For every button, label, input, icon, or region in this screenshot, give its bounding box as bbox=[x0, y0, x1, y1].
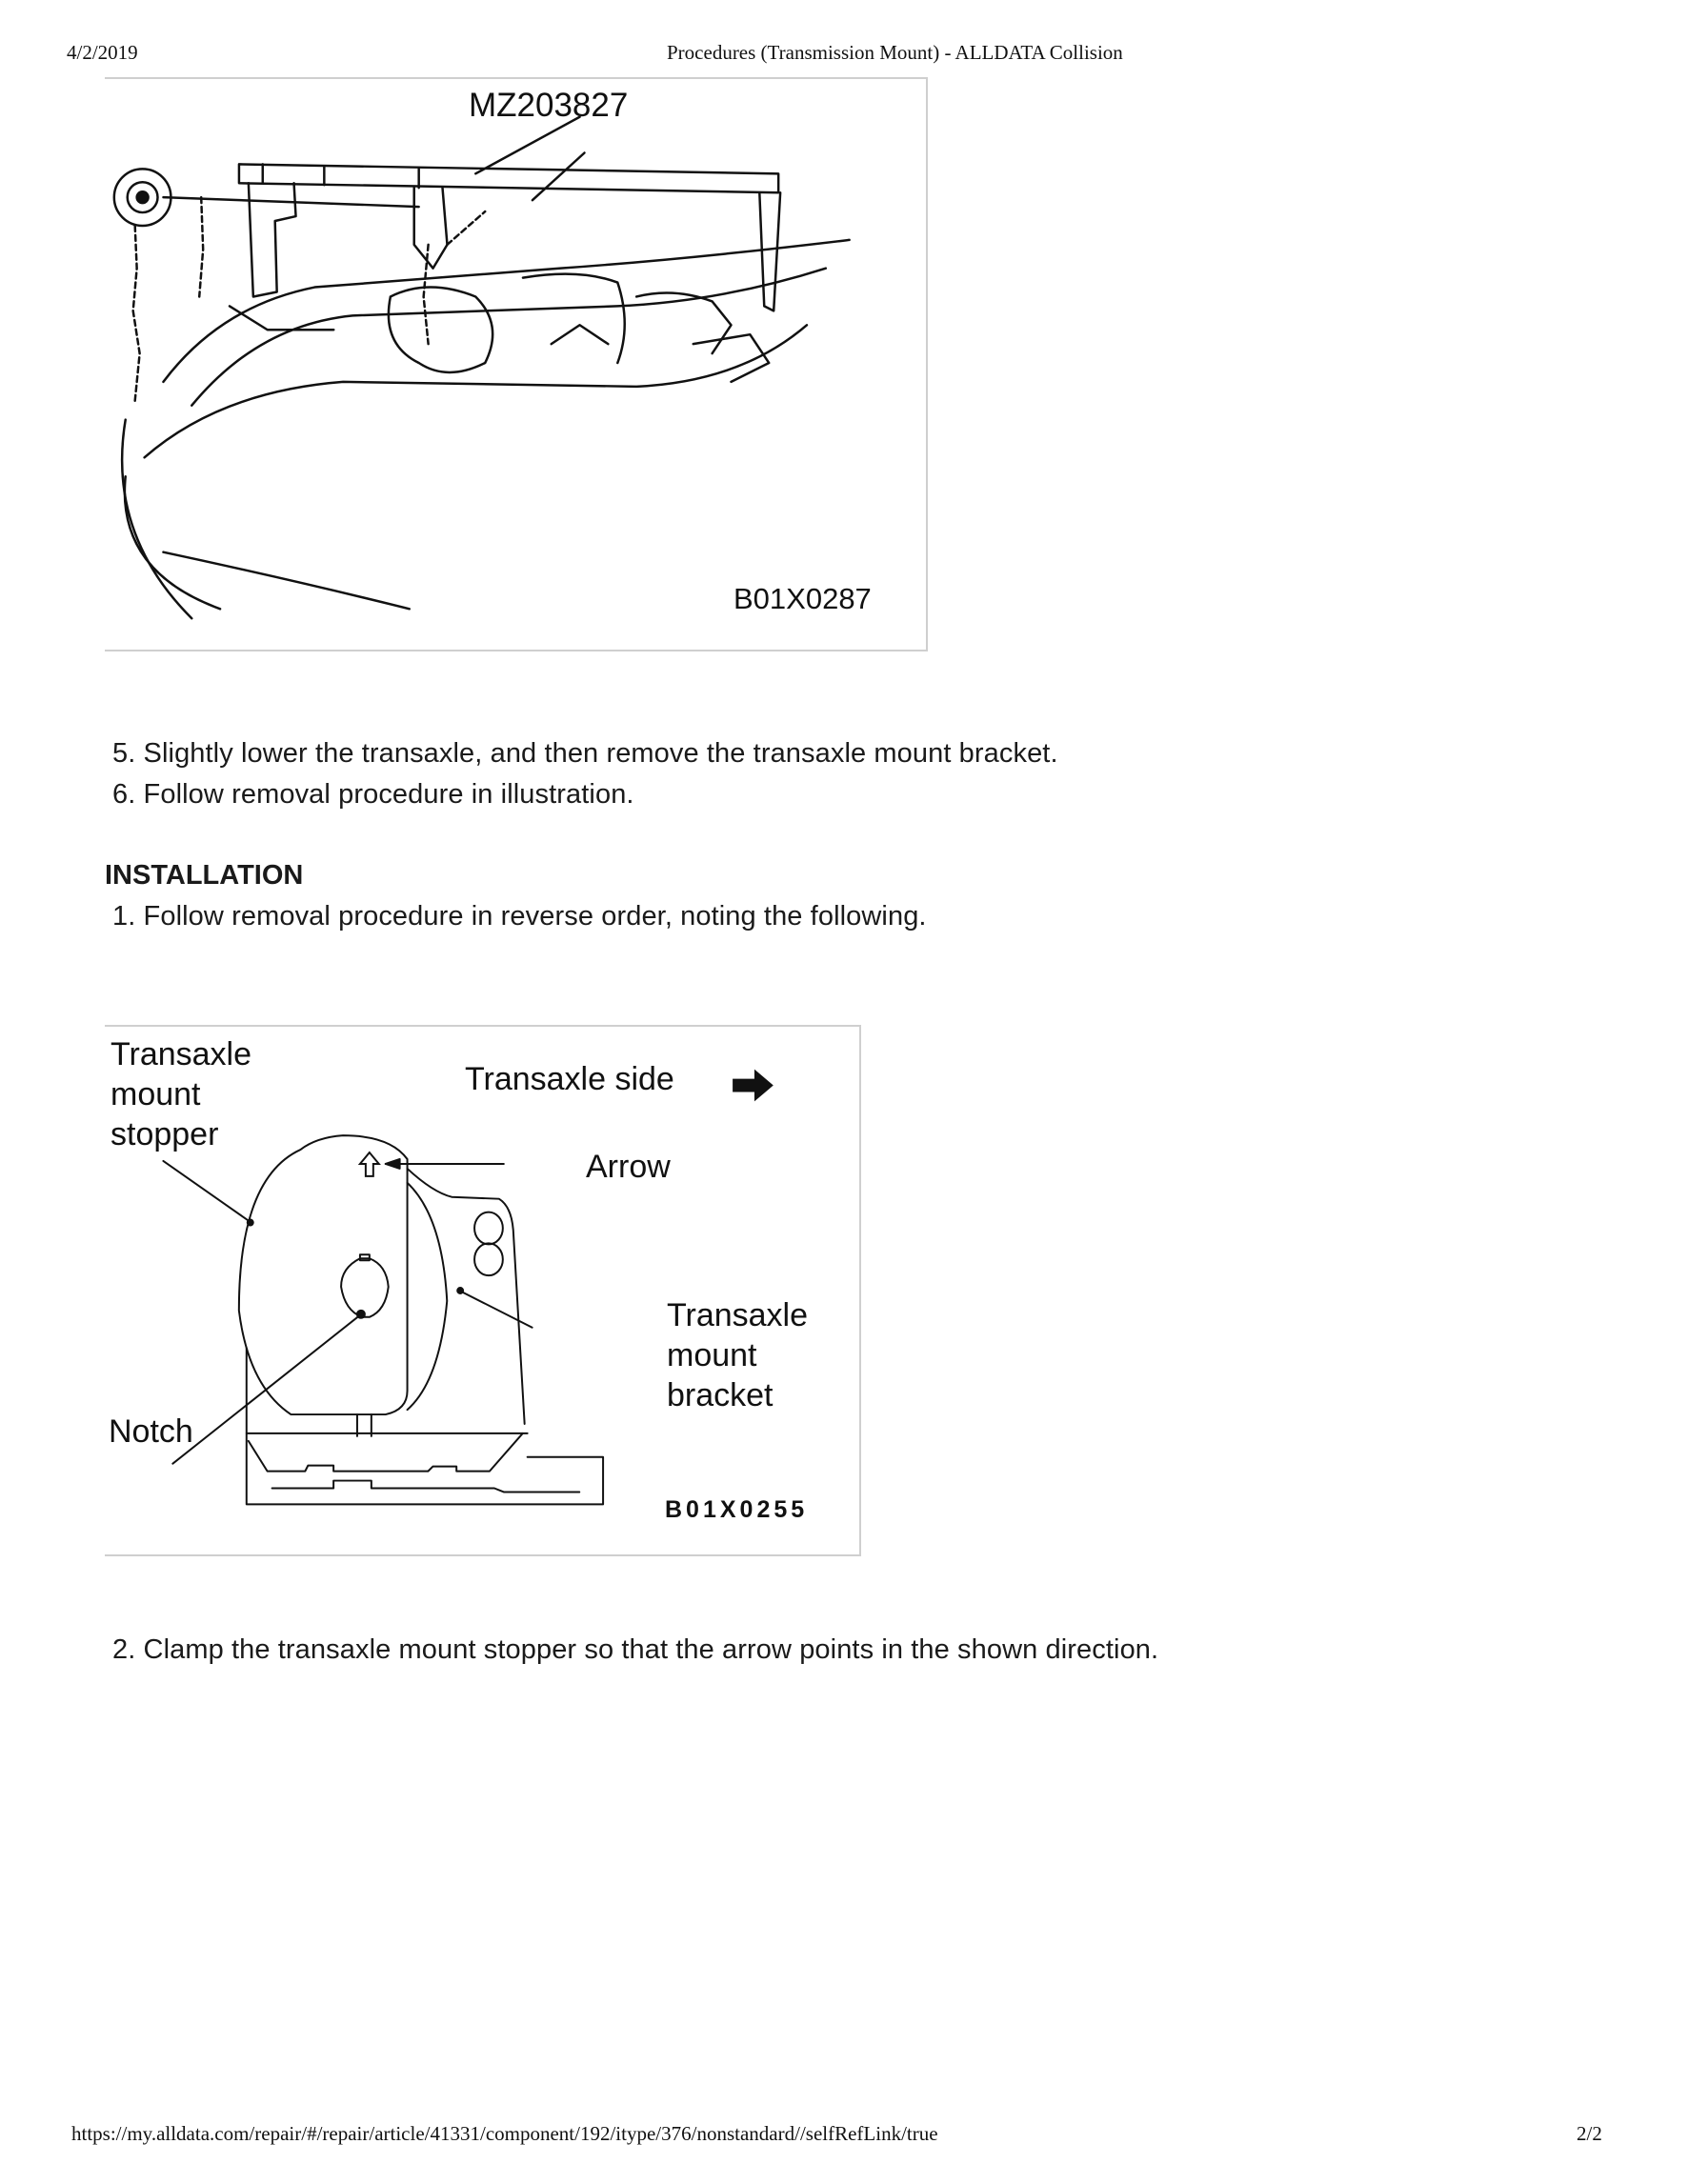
label-bracket-line: Transaxle bbox=[667, 1297, 809, 1333]
label-stopper-line: stopper bbox=[111, 1116, 219, 1152]
header-title: Procedures (Transmission Mount) - ALLDATA Collision bbox=[667, 41, 1123, 64]
leader-line bbox=[475, 117, 579, 174]
label-transaxle-side: Transaxle side bbox=[465, 1061, 674, 1097]
fixture-beam bbox=[239, 164, 778, 192]
label-stopper bbox=[111, 1034, 251, 1154]
label-bracket bbox=[667, 1295, 808, 1415]
leader-bracket bbox=[461, 1292, 532, 1328]
leader-stopper bbox=[163, 1161, 248, 1221]
stopper-outline bbox=[239, 1135, 408, 1414]
removal-step: 5. Slightly lower the transaxle, and then remove the transaxle mount bracket. bbox=[112, 738, 1058, 769]
up-arrow-icon bbox=[360, 1152, 379, 1176]
leader-line bbox=[533, 152, 585, 200]
part-number-label: MZ203827 bbox=[469, 87, 629, 124]
figure-code: B01X0255 bbox=[665, 1496, 809, 1523]
label-stopper-line: Transaxle bbox=[111, 1036, 252, 1072]
label-bracket-line: mount bbox=[667, 1337, 757, 1373]
figure-mount-stopper bbox=[105, 1025, 861, 1556]
header-date: 4/2/2019 bbox=[67, 41, 138, 64]
label-bracket-line: bracket bbox=[667, 1377, 774, 1413]
right-arrow-icon bbox=[733, 1070, 774, 1102]
installation-heading: INSTALLATION bbox=[105, 860, 304, 891]
leader-notch bbox=[172, 1315, 360, 1464]
installation-step: 1. Follow removal procedure in reverse order, noting the following. bbox=[112, 901, 927, 932]
installation-step: 2. Clamp the transaxle mount stopper so that the arrow points in the shown direction. bbox=[112, 1634, 1159, 1665]
label-notch: Notch bbox=[109, 1413, 193, 1450]
figure-support-fixture bbox=[105, 77, 928, 651]
label-stopper-line: mount bbox=[111, 1076, 201, 1112]
label-arrow: Arrow bbox=[586, 1149, 671, 1185]
figure-code: B01X0287 bbox=[733, 582, 872, 615]
support-fixture-illustration bbox=[105, 79, 926, 650]
footer-url: https://my.alldata.com/repair/#/repair/article/41331/component/192/itype/376/nonstandard//selfRefLink/true bbox=[71, 2122, 938, 2145]
footer-page-number: 2/2 bbox=[1577, 2122, 1602, 2145]
removal-step: 6. Follow removal procedure in illustration. bbox=[112, 779, 634, 810]
